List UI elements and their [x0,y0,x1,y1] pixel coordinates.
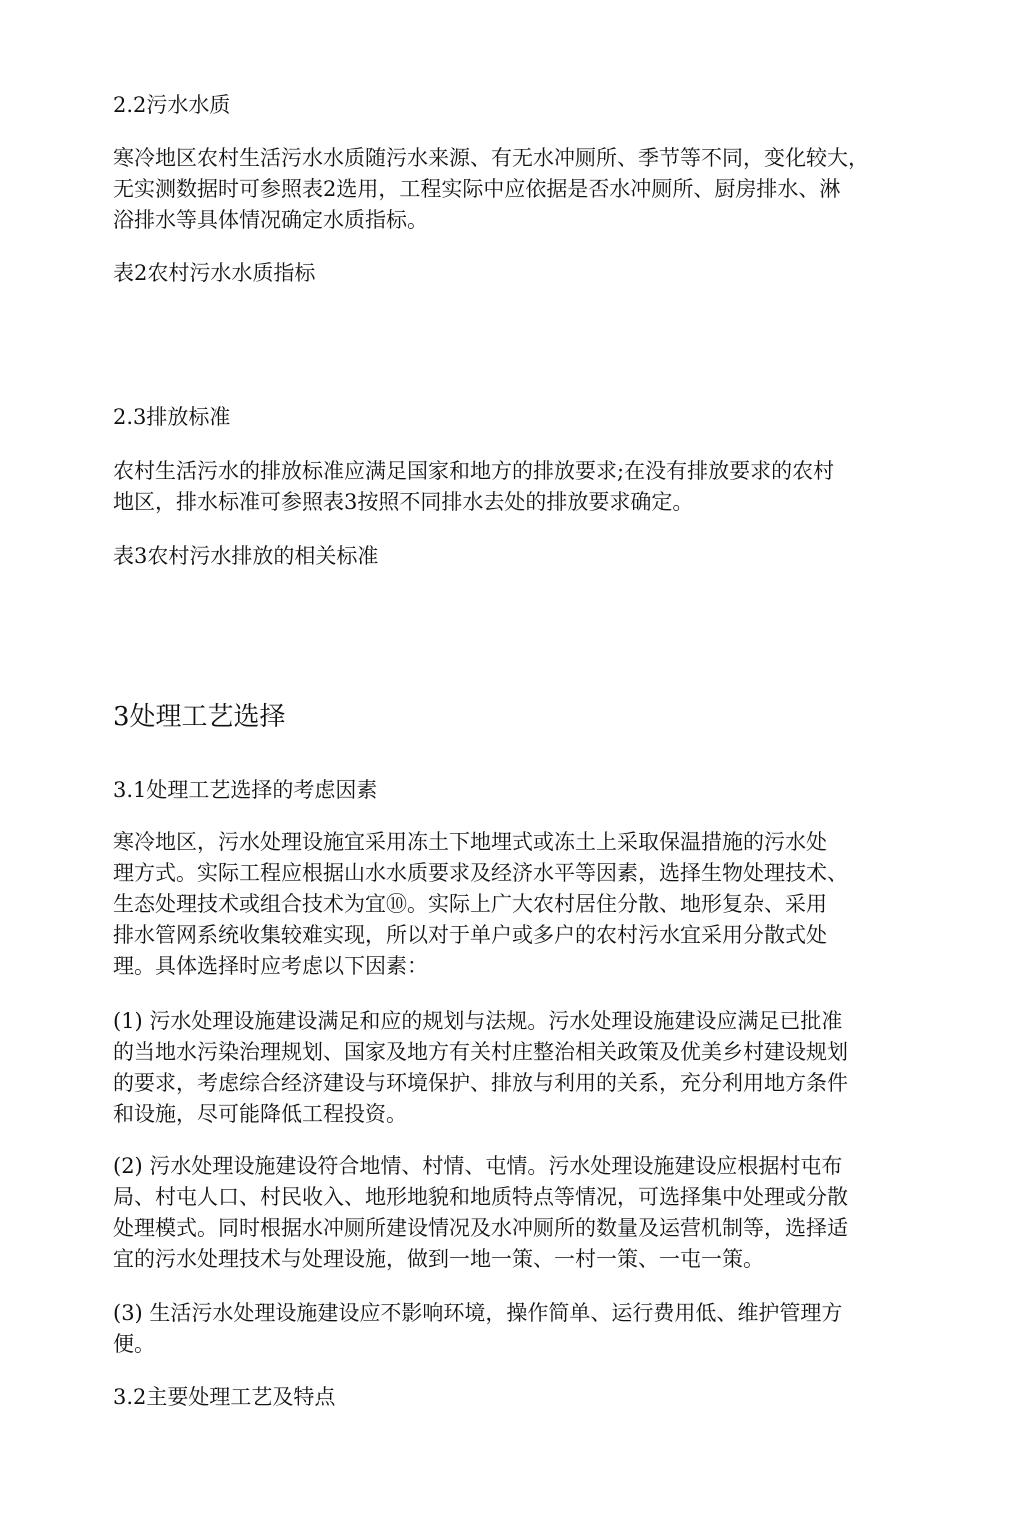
table-2-caption: 表2农村污水水质指标 [113,261,316,285]
text-line: 排水管网系统收集较难实现，所以对于单户或多户的农村污水宜采用分散式处 [113,923,827,947]
section-heading-3-2: 3.2主要处理工艺及特点 [113,1385,336,1409]
text-line: 理。具体选择时应考虑以下因素： [113,954,428,978]
text-line: 地区，排水标准可参照表3按照不同排水去处的排放要求确定。 [113,490,694,514]
text-line: (2) 污水处理设施建设符合地情、村情、屯情。污水处理设施建设应根据村屯布 [113,1154,843,1178]
text-line: 农村生活污水的排放标准应满足国家和地方的排放要求;在没有排放要求的农村 [113,459,835,483]
text-line: 浴排水等具体情况确定水质指标。 [113,208,428,232]
text-line: 的要求，考虑综合经济建设与环境保护、排放与利用的关系，充分利用地方条件 [113,1071,848,1095]
text-line: 处理模式。同时根据水冲厕所建设情况及水冲厕所的数量及运营机制等，选择适 [113,1216,848,1240]
text-line: 局、村屯人口、村民收入、地形地貌和地质特点等情况，可选择集中处理或分散 [113,1185,848,1209]
text-line: 便。 [113,1332,155,1356]
paragraph-water-quality [113,143,913,236]
section-heading-3-1: 3.1处理工艺选择的考虑因素 [113,778,378,802]
section-heading-3: 3处理工艺选择 [113,702,286,732]
text-line: 宜的污水处理技术与处理设施，做到一地一策、一村一策、一屯一策。 [113,1247,764,1271]
list-item-3 [113,1298,913,1360]
list-item-1 [113,1006,913,1130]
section-heading-2-3: 2.3排放标准 [113,405,231,429]
text-line: (3) 生活污水处理设施建设应不影响环境，操作简单、运行费用低、维护管理方 [113,1301,843,1325]
text-line: 寒冷地区，污水处理设施宜采用冻土下地埋式或冻土上采取保温措施的污水处 [113,830,827,854]
text-line: (1) 污水处理设施建设满足和应的规划与法规。污水处理设施建设应满足已批准 [113,1009,843,1033]
text-line: 寒冷地区农村生活污水水质随污水来源、有无水冲厕所、季节等不同，变化较大， [113,146,869,170]
section-heading-2-2: 2.2污水水质 [113,93,231,117]
text-line: 的当地水污染治理规划、国家及地方有关村庄整治相关政策及优美乡村建设规划 [113,1040,848,1064]
text-line: 生态处理技术或组合技术为宜⑩。实际上广大农村居住分散、地形复杂、采用 [113,892,827,916]
text-line: 理方式。实际工程应根据山水水质要求及经济水平等因素，选择生物处理技术、 [113,861,848,885]
list-item-2 [113,1151,913,1275]
paragraph-process-factors [113,827,913,982]
table-3-caption: 表3农村污水排放的相关标准 [113,544,379,568]
text-line: 和设施，尽可能降低工程投资。 [113,1102,407,1126]
paragraph-discharge-standard [113,456,913,518]
text-line: 无实测数据时可参照表2选用，工程实际中应依据是否水冲厕所、厨房排水、淋 [113,177,841,201]
